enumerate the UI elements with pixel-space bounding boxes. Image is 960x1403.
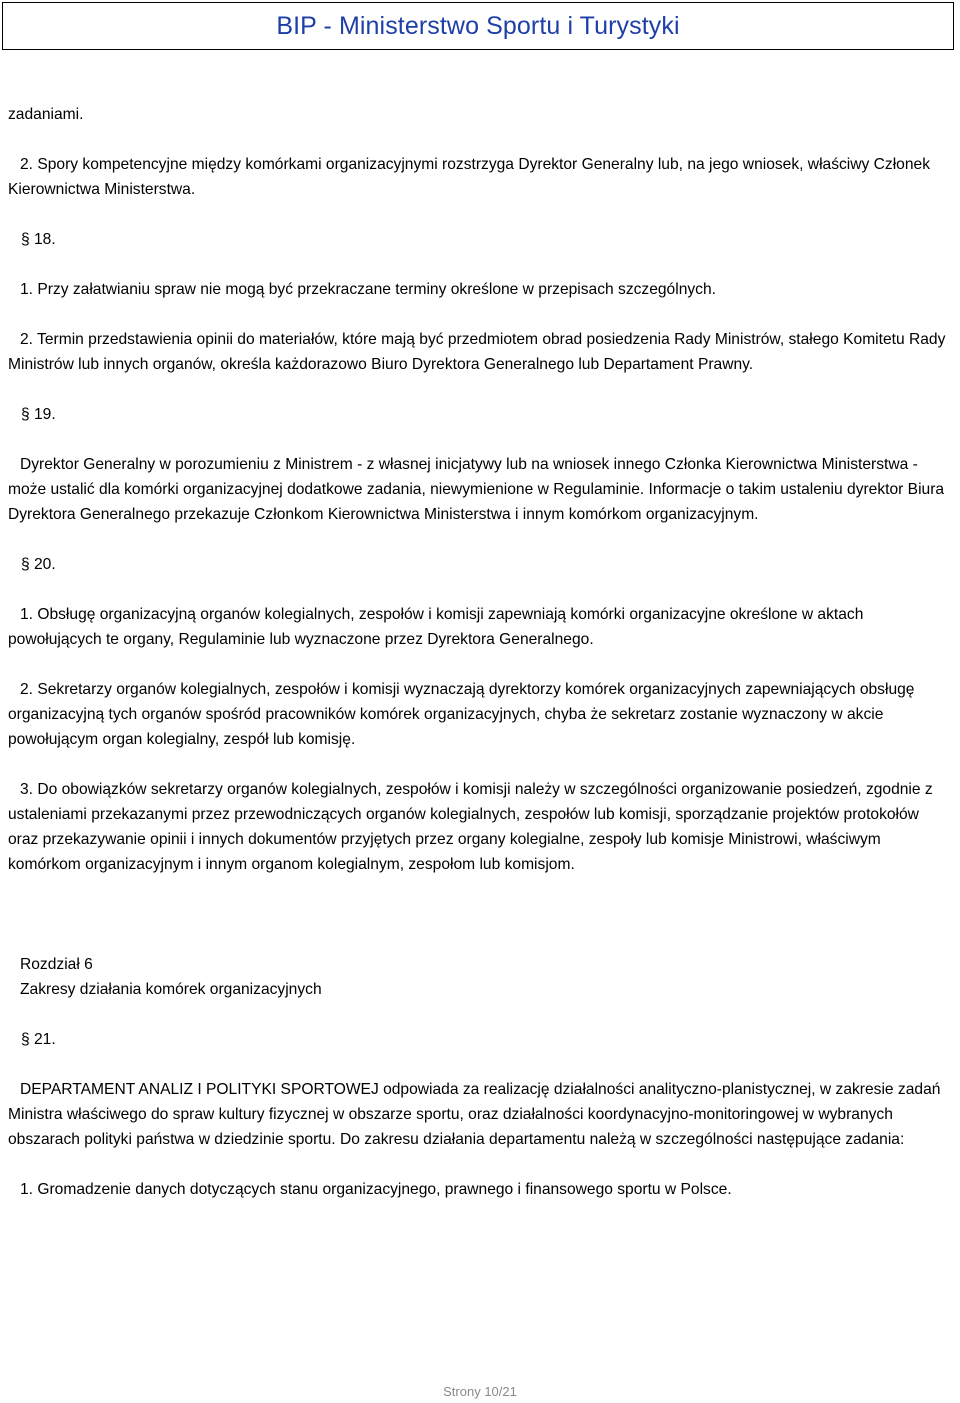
- paragraph-20-3: 3. Do obowiązków sekretarzy organów kolegialnych, zespołów i komisji należy w szczególności organizowanie posiedzeń, zgodnie z ustaleniami przekazanymi przez przewodniczących organów kolegialnych, zespołów lub komisji, sporządzanie projektów protokołów oraz przekazywanie opinii i innych dokumentów przyjętych przez organy kolegialne, zespoły lub komisje Ministrowi, właściwym komórkom organizacyjnym i innym organom kolegialnym, zespołom lub komisjom.: [8, 781, 933, 873]
- paragraph-18-1: 1. Przy załatwianiu spraw nie mogą być przekraczane terminy określone w przepisach szczególnych.: [20, 281, 716, 298]
- paragraph-zadaniami: zadaniami.: [8, 106, 84, 123]
- paragraph-21: DEPARTAMENT ANALIZ I POLITYKI SPORTOWEJ odpowiada za realizację działalności analityczno-planistycznej, w zakresie zadań Ministra właściwego do spraw kultury fizycznej w obszarze sportu, oraz działalności koordynacyjno-monitoringowej w wybranych obszarach polityki państwa w dziedzinie sportu. Do zakresu działania departamentu należą w szczególności następujące zadania:: [8, 1081, 941, 1148]
- page-counter: Strony 10/21: [443, 1384, 517, 1399]
- section-21: § 21.: [21, 1031, 56, 1048]
- paragraph-20-2: 2. Sekretarzy organów kolegialnych, zespołów i komisji wyznaczają dyrektorzy komórek organizacyjnych zapewniających obsługę organizacyjną tych organów spośród pracowników komórek organizacyjnych, chyba że sekretarz zostanie wyznaczony w akcie powołującym organ kolegialny, zespół lub komisję.: [8, 681, 915, 748]
- section-19: § 19.: [21, 406, 56, 423]
- paragraph-19: Dyrektor Generalny w porozumieniu z Ministrem - z własnej inicjatywy lub na wniosek innego Członka Kierownictwa Ministerstwa - może ustalić dla komórki organizacyjnej dodatkowe zadania, niewymienione w Regulaminie. Informacje o takim ustaleniu dyrektor Biura Dyrektora Generalnego przekazuje Członkom Kierownictwa Ministerstwa i innym komórkom organizacyjnym.: [8, 456, 945, 523]
- paragraph-spory: 2. Spory kompetencyjne między komórkami organizacyjnymi rozstrzyga Dyrektor Generalny lub, na jego wniosek, właściwy Członek Kierownictwa Ministerstwa.: [8, 156, 930, 198]
- page-header: [2, 2, 954, 50]
- paragraph-20-1: 1. Obsługę organizacyjną organów kolegialnych, zespołów i komisji zapewniają komórki organizacyjne określone w aktach powołujących te organy, Regulaminie lub wyznaczone przez Dyrektora Generalnego.: [8, 606, 864, 648]
- chapter-title: Zakresy działania komórek organizacyjnych: [20, 981, 322, 998]
- site-title: BIP - Ministerstwo Sportu i Turystyki: [276, 11, 680, 40]
- chapter-heading: Rozdział 6: [20, 956, 93, 973]
- document-body: [8, 102, 950, 1202]
- paragraph-21-1: 1. Gromadzenie danych dotyczących stanu organizacyjnego, prawnego i finansowego sportu w Polsce.: [20, 1181, 732, 1198]
- section-18: § 18.: [21, 231, 56, 248]
- paragraph-18-2: 2. Termin przedstawienia opinii do materiałów, które mają być przedmiotem obrad posiedzenia Rady Ministrów, stałego Komitetu Rady Ministrów lub innych organów, określa każdorazowo Biuro Dyrektora Generalnego lub Departament Prawny.: [8, 331, 946, 373]
- section-20: § 20.: [21, 556, 56, 573]
